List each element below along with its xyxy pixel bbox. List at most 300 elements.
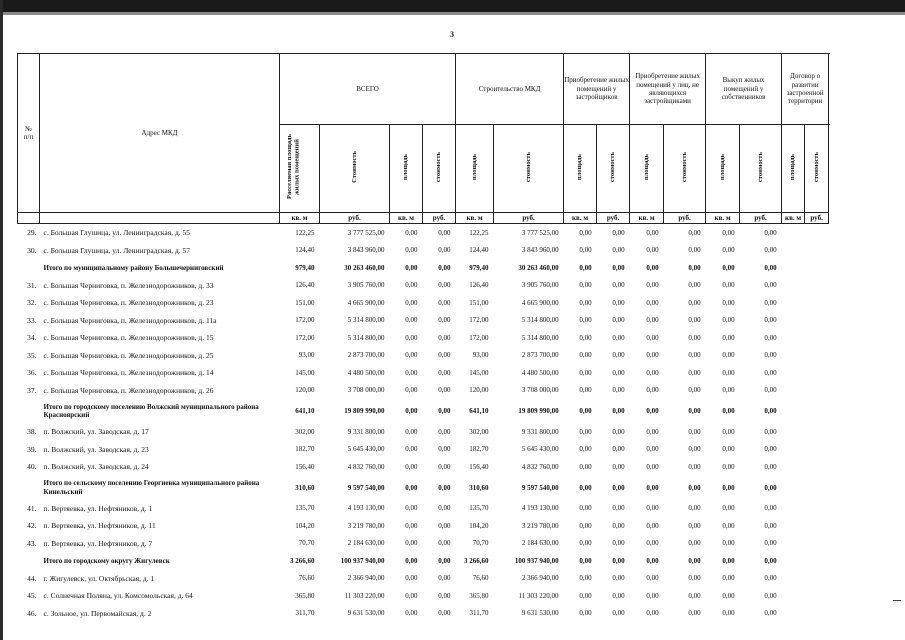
value-cell: 104,20 — [295, 521, 315, 530]
value-cell: 100 937 940,00 — [340, 556, 385, 565]
subtotal-row — [18, 259, 829, 277]
value-cell — [782, 224, 805, 242]
value-cell: 2 366 940,00 — [347, 574, 385, 583]
value-cell: 0,00 — [722, 483, 735, 492]
value-cell: 0,00 — [579, 574, 592, 583]
value-cell — [782, 294, 805, 312]
value-cell: 5 314 800,00 — [521, 333, 559, 342]
value-cell: 0,00 — [646, 386, 659, 395]
value-cell: 3 843 960,00 — [347, 246, 385, 255]
value-cell: 365,80 — [469, 591, 489, 600]
unit-cell: руб. — [320, 213, 390, 224]
value-cell: 126,40 — [469, 281, 489, 290]
value-cell — [782, 423, 805, 441]
value-cell: 4 193 130,00 — [347, 504, 385, 513]
value-cell: 0,00 — [688, 539, 701, 548]
address-cell: п. Вертяевка, ул. Нефтяников, д. 1 — [43, 503, 153, 513]
value-cell — [805, 224, 829, 242]
value-cell — [805, 382, 829, 400]
value-cell: 0,00 — [438, 591, 451, 600]
value-cell: 0,00 — [688, 483, 701, 492]
value-cell: 122,25 — [295, 228, 315, 237]
value-cell: 0,00 — [579, 539, 592, 548]
value-cell: 0,00 — [764, 521, 777, 530]
value-cell: 0,00 — [405, 246, 418, 255]
value-cell: 0,00 — [764, 298, 777, 307]
unit-cell: руб. — [805, 213, 829, 224]
header-no: № п/п — [18, 54, 40, 213]
value-cell: 3 708 000,00 — [521, 386, 559, 395]
value-cell: 0,00 — [688, 521, 701, 530]
value-cell: 0,00 — [579, 609, 592, 618]
subheader-buyout-area: площадь — [630, 125, 664, 213]
value-cell — [782, 517, 805, 535]
value-cell: 0,00 — [405, 556, 418, 565]
subtotal-label: Итого по муниципальному району Большечерниговский — [43, 263, 224, 272]
value-cell: 0,00 — [646, 591, 659, 600]
value-cell — [805, 242, 829, 260]
value-cell: 9 631 530,00 — [521, 609, 559, 618]
value-cell: 0,00 — [579, 504, 592, 513]
value-cell: 4 832 760,00 — [521, 462, 559, 471]
value-cell: 0,00 — [438, 386, 451, 395]
value-cell: 0,00 — [688, 427, 701, 436]
value-cell: 0,00 — [612, 574, 625, 583]
value-cell: 151,00 — [469, 298, 489, 307]
value-cell: 9 331 800,00 — [347, 427, 385, 436]
value-cell — [805, 329, 829, 347]
subtotal-row — [18, 552, 829, 570]
subheader-territory-area: площадь — [706, 125, 740, 213]
table-row — [18, 242, 829, 260]
value-cell: 182,70 — [469, 445, 489, 454]
unit-cell: руб. — [494, 213, 564, 224]
value-cell: 4 480 500,00 — [347, 368, 385, 377]
value-cell: 0,00 — [405, 316, 418, 325]
value-cell: 0,00 — [646, 351, 659, 360]
value-cell: 0,00 — [405, 574, 418, 583]
value-cell: 0,00 — [579, 427, 592, 436]
value-cell — [782, 382, 805, 400]
value-cell: 0,00 — [764, 351, 777, 360]
value-cell: 0,00 — [438, 368, 451, 377]
value-cell: 0,00 — [438, 263, 451, 272]
value-cell: 0,00 — [405, 462, 418, 471]
subheader-nondevelopers-area: площадь — [564, 125, 597, 213]
value-cell: 0,00 — [646, 298, 659, 307]
value-cell: 0,00 — [438, 246, 451, 255]
value-cell: 0,00 — [688, 386, 701, 395]
unit-cell: руб. — [597, 213, 630, 224]
subheader-construction-cost: стоимость — [423, 125, 456, 213]
row-number: 45. — [27, 591, 37, 601]
value-cell: 4 832 760,00 — [347, 462, 385, 471]
value-cell — [805, 423, 829, 441]
header-group-territory-agreement: Договор о развитии застроенной территории — [782, 54, 829, 125]
value-cell: 0,00 — [405, 298, 418, 307]
value-cell: 0,00 — [612, 521, 625, 530]
resettlement-table — [17, 53, 829, 622]
value-cell: 0,00 — [688, 368, 701, 377]
value-cell: 0,00 — [612, 445, 625, 454]
value-cell: 0,00 — [722, 591, 735, 600]
value-cell: 120,00 — [295, 386, 315, 395]
value-cell: 0,00 — [579, 281, 592, 290]
table-row — [18, 347, 829, 365]
value-cell: 2 184 630,00 — [347, 539, 385, 548]
value-cell: 641,10 — [469, 407, 489, 415]
value-cell — [805, 587, 829, 605]
table-row — [18, 570, 829, 588]
value-cell: 172,00 — [295, 316, 315, 325]
value-cell — [805, 294, 829, 312]
value-cell: 0,00 — [722, 281, 735, 290]
address-cell: с. Большая Черниговка, п. Железнодорожников, д. 25 — [43, 350, 214, 360]
value-cell — [782, 476, 805, 500]
value-cell: 0,00 — [688, 246, 701, 255]
value-cell: 0,00 — [612, 333, 625, 342]
table-row — [18, 312, 829, 330]
value-cell: 0,00 — [764, 462, 777, 471]
value-cell: 19 809 990,00 — [344, 407, 385, 415]
subtotal-row — [18, 399, 829, 423]
value-cell: 0,00 — [405, 368, 418, 377]
value-cell: 19 809 990,00 — [518, 407, 559, 415]
value-cell: 70,70 — [472, 539, 489, 548]
value-cell: 0,00 — [764, 316, 777, 325]
value-cell: 0,00 — [438, 427, 451, 436]
page-number: 3 — [450, 30, 454, 39]
value-cell: 2 873 700,00 — [521, 351, 559, 360]
value-cell: 0,00 — [405, 351, 418, 360]
table-row — [18, 277, 829, 295]
value-cell: 3 777 525,00 — [521, 228, 559, 237]
value-cell: 0,00 — [722, 504, 735, 513]
value-cell: 4 193 130,00 — [521, 504, 559, 513]
row-number: 46. — [27, 608, 37, 618]
value-cell: 9 597 540,00 — [347, 483, 385, 492]
value-cell — [782, 570, 805, 588]
table-row — [18, 329, 829, 347]
header-group-purchase-developers: Приобретение жилых помещений у застройщиков — [564, 54, 630, 125]
value-cell: 0,00 — [764, 504, 777, 513]
value-cell: 0,00 — [764, 574, 777, 583]
value-cell: 0,00 — [722, 386, 735, 395]
unit-cell: кв. м — [706, 213, 740, 224]
value-cell: 3 219 780,00 — [347, 521, 385, 530]
value-cell: 0,00 — [688, 351, 701, 360]
value-cell: 124,40 — [295, 246, 315, 255]
value-cell: 0,00 — [438, 504, 451, 513]
value-cell: 0,00 — [764, 386, 777, 395]
subheader-other-area: площадь — [782, 125, 805, 213]
value-cell: 3 266,60 — [464, 556, 489, 565]
address-cell: с. Большая Черниговка, п. Железнодорожников, д. 26 — [43, 385, 214, 395]
value-cell: 0,00 — [764, 228, 777, 237]
value-cell: 9 597 540,00 — [521, 483, 559, 492]
value-cell: 156,40 — [469, 462, 489, 471]
value-cell — [782, 312, 805, 330]
value-cell: 124,40 — [469, 246, 489, 255]
value-cell: 0,00 — [646, 228, 659, 237]
value-cell: 0,00 — [438, 281, 451, 290]
value-cell: 0,00 — [612, 368, 625, 377]
value-cell — [782, 277, 805, 295]
table-header — [18, 54, 829, 224]
resettlement-table-wrapper — [17, 53, 829, 622]
address-cell: п. Вертяевка, ул. Нефтяников, д. 11 — [43, 521, 156, 531]
scan-top-border — [0, 0, 905, 12]
address-cell: с. Солнечная Поляна, ул. Комсомольская, д. 64 — [43, 591, 193, 601]
value-cell: 0,00 — [646, 407, 659, 415]
value-cell: 5 314 800,00 — [347, 316, 385, 325]
value-cell: 0,00 — [579, 483, 592, 492]
value-cell: 0,00 — [688, 445, 701, 454]
value-cell — [805, 605, 829, 623]
value-cell: 0,00 — [438, 609, 451, 618]
row-number: 32. — [27, 298, 37, 308]
subheader-total-area: Расселяемая площадь жилых помещений — [280, 125, 320, 213]
unit-address — [40, 213, 280, 224]
value-cell: 0,00 — [438, 539, 451, 548]
value-cell: 0,00 — [438, 521, 451, 530]
value-cell: 76,60 — [472, 574, 489, 583]
value-cell: 0,00 — [764, 591, 777, 600]
value-cell: 11 303 220,00 — [518, 591, 559, 600]
table-row — [18, 458, 829, 476]
value-cell: 302,00 — [295, 427, 315, 436]
value-cell: 0,00 — [722, 263, 735, 272]
row-number: 29. — [27, 228, 37, 238]
subheader-developers-cost: стоимость — [494, 125, 564, 213]
value-cell: 0,00 — [646, 574, 659, 583]
value-cell: 5 645 430,00 — [521, 445, 559, 454]
unit-cell: кв. м — [280, 213, 320, 224]
value-cell: 311,70 — [469, 609, 489, 618]
value-cell — [805, 476, 829, 500]
address-cell: с. Большая Черниговка, п. Железнодорожников, д. 33 — [43, 280, 214, 290]
value-cell: 0,00 — [579, 521, 592, 530]
unit-cell: кв. м — [564, 213, 597, 224]
value-cell: 0,00 — [612, 591, 625, 600]
address-cell: с. Большая Глушица, ул. Ленинградская, д. 55 — [43, 228, 191, 238]
value-cell — [782, 552, 805, 570]
header-group-buyout: Выкуп жилых помещений у собственников — [706, 54, 782, 125]
value-cell: 0,00 — [722, 445, 735, 454]
value-cell: 182,70 — [295, 445, 315, 454]
row-number: 30. — [27, 245, 37, 255]
value-cell: 0,00 — [405, 263, 418, 272]
header-group-purchase-nondevelopers: Приобретение жилых помещений у лиц, не являющихся застройщиками — [630, 54, 706, 125]
value-cell — [782, 605, 805, 623]
value-cell: 135,70 — [469, 504, 489, 513]
value-cell — [805, 259, 829, 277]
value-cell: 3 905 760,00 — [347, 281, 385, 290]
value-cell: 302,00 — [469, 427, 489, 436]
value-cell: 0,00 — [646, 462, 659, 471]
value-cell: 3 219 780,00 — [521, 521, 559, 530]
value-cell: 0,00 — [612, 228, 625, 237]
row-number: 40. — [27, 462, 37, 472]
value-cell: 4 665 900,00 — [521, 298, 559, 307]
address-cell: п. Волжский, ул. Заводская, д. 17 — [43, 427, 149, 437]
value-cell — [782, 500, 805, 518]
value-cell: 0,00 — [438, 483, 451, 492]
value-cell: 0,00 — [722, 246, 735, 255]
value-cell — [782, 347, 805, 365]
value-cell: 0,00 — [438, 574, 451, 583]
value-cell: 145,00 — [469, 368, 489, 377]
value-cell: 0,00 — [405, 281, 418, 290]
row-number: 33. — [27, 315, 37, 325]
value-cell: 0,00 — [688, 333, 701, 342]
value-cell: 0,00 — [688, 591, 701, 600]
unit-cell: руб. — [740, 213, 782, 224]
header-address: Адрес МКД — [40, 54, 280, 213]
value-cell: 5 314 800,00 — [347, 333, 385, 342]
row-number: 43. — [27, 538, 37, 548]
address-cell: с. Большая Черниговка, п. Железнодорожников, д. 11а — [43, 315, 217, 325]
value-cell: 93,00 — [472, 351, 489, 360]
value-cell: 5 645 430,00 — [347, 445, 385, 454]
value-cell: 0,00 — [405, 609, 418, 618]
value-cell: 0,00 — [405, 333, 418, 342]
value-cell: 0,00 — [764, 333, 777, 342]
subheader-developers-area: площадь — [456, 125, 494, 213]
value-cell — [782, 364, 805, 382]
value-cell: 3 266,60 — [290, 556, 315, 565]
value-cell: 0,00 — [438, 228, 451, 237]
address-cell: с. Большая Глушица, ул. Ленинградская, д. 57 — [43, 245, 191, 255]
value-cell: 0,00 — [688, 228, 701, 237]
row-number: 39. — [27, 444, 37, 454]
value-cell: 0,00 — [405, 386, 418, 395]
table-row — [18, 294, 829, 312]
value-cell — [782, 329, 805, 347]
subheader-other-cost: стоимость — [805, 125, 829, 213]
value-cell: 0,00 — [579, 298, 592, 307]
value-cell: 0,00 — [646, 316, 659, 325]
value-cell — [805, 570, 829, 588]
value-cell: 0,00 — [688, 462, 701, 471]
address-cell: с. Большая Черниговка, п. Железнодорожников, д. 14 — [43, 368, 214, 378]
value-cell: 172,00 — [469, 316, 489, 325]
row-number — [18, 552, 40, 570]
value-cell: 104,20 — [469, 521, 489, 530]
scan-top-shadow — [0, 12, 905, 15]
value-cell: 30 263 460,00 — [518, 263, 559, 272]
subheader-territory-cost: стоимость — [740, 125, 782, 213]
value-cell: 365,80 — [295, 591, 315, 600]
value-cell: 3 843 960,00 — [521, 246, 559, 255]
value-cell: 0,00 — [688, 316, 701, 325]
value-cell: 0,00 — [405, 591, 418, 600]
value-cell — [782, 399, 805, 423]
value-cell: 0,00 — [438, 445, 451, 454]
value-cell — [782, 535, 805, 553]
value-cell: 0,00 — [612, 483, 625, 492]
value-cell: 126,40 — [295, 281, 315, 290]
value-cell: 0,00 — [405, 539, 418, 548]
value-cell: 0,00 — [612, 427, 625, 436]
value-cell: 0,00 — [612, 263, 625, 272]
value-cell: 0,00 — [579, 462, 592, 471]
value-cell: 0,00 — [722, 539, 735, 548]
row-number: 35. — [27, 350, 37, 360]
row-number — [18, 259, 40, 277]
value-cell: 0,00 — [646, 609, 659, 618]
table-row — [18, 364, 829, 382]
value-cell: 0,00 — [405, 521, 418, 530]
value-cell: 151,00 — [295, 298, 315, 307]
value-cell: 0,00 — [405, 228, 418, 237]
value-cell — [805, 500, 829, 518]
subheader-construction-area: площадь — [390, 125, 423, 213]
value-cell: 0,00 — [688, 263, 701, 272]
value-cell: 0,00 — [688, 407, 701, 415]
value-cell: 0,00 — [722, 298, 735, 307]
value-cell: 172,00 — [469, 333, 489, 342]
value-cell: 0,00 — [646, 445, 659, 454]
value-cell: 3 708 000,00 — [347, 386, 385, 395]
header-group-construction: Строительство МКД — [456, 54, 564, 125]
value-cell: 156,40 — [295, 462, 315, 471]
value-cell: 0,00 — [405, 483, 418, 492]
address-cell: п. Волжский, ул. Заводская, д. 24 — [43, 462, 149, 472]
subheader-buyout-cost: стоимость — [664, 125, 706, 213]
value-cell — [805, 441, 829, 459]
value-cell — [805, 517, 829, 535]
value-cell: 0,00 — [612, 316, 625, 325]
value-cell: 70,70 — [298, 539, 315, 548]
value-cell: 0,00 — [612, 281, 625, 290]
value-cell: 0,00 — [646, 427, 659, 436]
subtotal-row — [18, 476, 829, 500]
value-cell: 0,00 — [764, 281, 777, 290]
row-number: 38. — [27, 427, 37, 437]
value-cell: 0,00 — [646, 539, 659, 548]
value-cell — [805, 458, 829, 476]
value-cell: 0,00 — [438, 462, 451, 471]
table-row — [18, 500, 829, 518]
table-row — [18, 423, 829, 441]
value-cell — [805, 312, 829, 330]
value-cell: 0,00 — [764, 427, 777, 436]
value-cell: 641,10 — [295, 407, 315, 415]
value-cell: 0,00 — [646, 263, 659, 272]
value-cell: 0,00 — [688, 298, 701, 307]
value-cell: 93,00 — [298, 351, 315, 360]
value-cell: 0,00 — [438, 556, 451, 565]
value-cell: 0,00 — [688, 609, 701, 618]
address-cell: г. Жигулевск, ул. Октябрьская, д. 1 — [43, 573, 155, 583]
value-cell: 30 263 460,00 — [344, 263, 385, 272]
value-cell: 0,00 — [722, 316, 735, 325]
table-row — [18, 587, 829, 605]
subtotal-label: Итого по городскому округу Жигулевск — [43, 556, 170, 565]
value-cell: 0,00 — [646, 333, 659, 342]
value-cell: 310,60 — [469, 483, 489, 492]
row-number: 34. — [27, 333, 37, 343]
value-cell: 0,00 — [722, 407, 735, 415]
value-cell — [782, 259, 805, 277]
row-number — [18, 399, 40, 423]
value-cell: 0,00 — [722, 368, 735, 377]
value-cell: 145,00 — [295, 368, 315, 377]
value-cell: 979,40 — [295, 263, 315, 272]
value-cell: 0,00 — [722, 609, 735, 618]
value-cell: 0,00 — [646, 246, 659, 255]
